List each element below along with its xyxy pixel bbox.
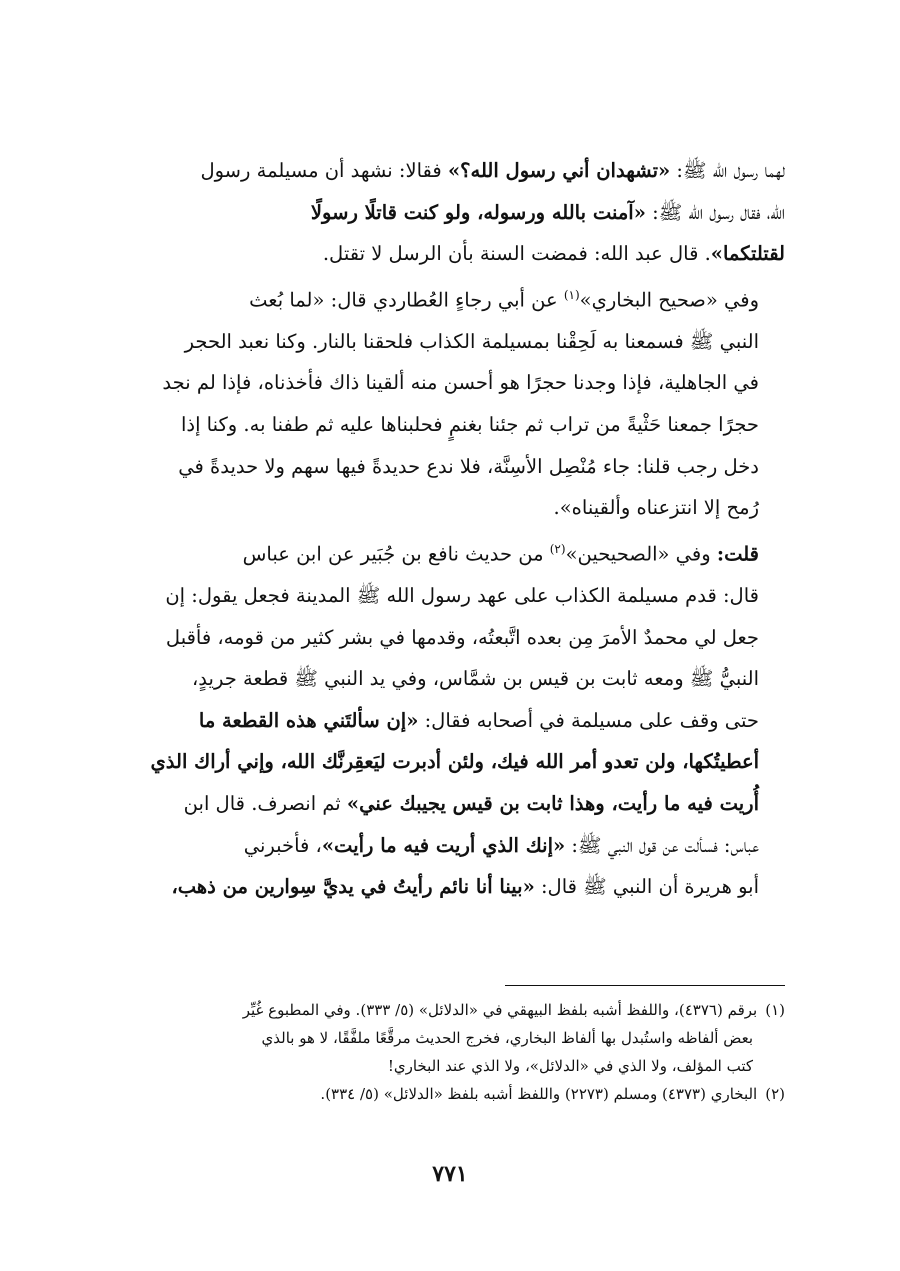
paragraph-1 (120, 150, 785, 275)
text-run: الله، فقال رسول الله ﷺ: (645, 200, 785, 224)
footnote-text: برقم (٤٣٧٦)، واللفظ أشبه بلفظ البيهقي في «الدلائل» (٥/ ٣٣٣). وفي المطبوع غُيِّر (242, 1001, 758, 1019)
main-text (120, 150, 785, 908)
text-run: من حديث نافع بن جُبَير عن ابن عباس (242, 542, 550, 566)
text-line: قال: قدم مسيلمة الكذاب على عهد رسول الله ﷺ المدينة فجعل يقول: إن (165, 583, 759, 607)
text-line (120, 866, 785, 908)
footnote-1 (120, 996, 785, 1080)
text-run: ، فأخبرني (243, 833, 322, 857)
text-line: في الجاهلية، فإذا وجدنا حجرًا هو أحسن منه ألقينا ذاك فأخذناه، فإذا لم نجد (162, 371, 759, 395)
quote-text: «تشهدان أني رسول الله؟» (447, 159, 671, 182)
text-run: . قال عبد الله: فمضت السنة بأن الرسل لا تقتل. (322, 242, 711, 266)
text-line (120, 529, 785, 575)
text-line (120, 700, 785, 742)
quote-text: لقتلتكما» (710, 242, 785, 266)
text-run: أبو هريرة أن النبي ﷺ قال: (534, 875, 759, 899)
text-line (120, 150, 785, 192)
quote-text: «إن سألتَني هذه القطعة ما (198, 708, 419, 732)
text-line: جعل لي محمدٌ الأمرَ مِن بعده اتَّبعتُه، وقدمها في بشر كثير من قومه، فأقبل (165, 625, 759, 649)
footnote-line (120, 1080, 785, 1108)
text-run: وفي «صحيح البخاري» (579, 288, 759, 312)
text-line (120, 233, 785, 275)
text-line: حجرًا جمعنا حَثْيةً من تراب ثم جئنا بغنمٍ فحلبناها عليه ثم طفنا به. وكنا إذا (180, 413, 759, 437)
footnote-ref-2[interactable]: (٢) (549, 541, 566, 556)
quote-text: «آمنت بالله ورسوله، ولو كنت قاتلًا رسولًا (310, 200, 646, 224)
text-line: النبي ﷺ فسمعنا به لَحِقْنا بمسيلمة الكذاب فلحقنا بالنار. وكنا نعبد الحجر (184, 329, 759, 353)
text-run: عن أبي رجاءٍ العُطاردي قال: «لما بُعث (249, 288, 564, 312)
lead-word: قلت: (716, 542, 759, 566)
quote-text: «بينا أنا نائم رأيتُ في يديَّ سِوارين من ذهب، (171, 875, 535, 899)
text-line (120, 825, 785, 867)
text-run: ثم انصرف. قال ابن (183, 791, 347, 815)
text-run: حتى وقف على مسيلمة في أصحابه فقال: (418, 708, 759, 732)
text-line (120, 275, 785, 321)
text-line (120, 783, 785, 825)
text-line: دخل رجب قلنا: جاء مُنْصِل الأسِنَّة، فلا ندع حديدةً فيها سهم ولا حديدةً في (178, 454, 759, 478)
footnote-number: (١) (765, 1001, 785, 1019)
footnote-line (120, 996, 785, 1024)
paragraph-3 (120, 529, 785, 908)
text-line: رُمح إلا انتزعناه وألقيناه». (553, 496, 759, 520)
quote-text: «إنك الذي أريت فيه ما رأيت» (321, 833, 566, 857)
footnote-number: (٢) (765, 1085, 785, 1103)
quote-line: أعطيتُكها، ولن تعدو أمر الله فيك، ولئن أدبرت ليَعقِرنَّك الله، وإني أراك الذي (150, 750, 759, 774)
text-run: وفي «الصحيحين» (565, 542, 717, 566)
text-run: عباس: فسألت عن قول النبي ﷺ: (565, 833, 759, 857)
footnotes (120, 996, 785, 1108)
text-run: لهما رسول الله ﷺ: (670, 159, 785, 182)
text-line (120, 192, 785, 234)
text-line: النبيُّ ﷺ ومعه ثابت بن قيس بن شمَّاس، وفي يد النبي ﷺ قطعة جريدٍ، (192, 667, 759, 691)
quote-text: أُريت فيه ما رأيت، وهذا ثابت بن قيس يجيبك عني» (346, 791, 759, 815)
footnote-line: بعض ألفاظه واستُبدل بها ألفاظ البخاري، فخرج الحديث مرقَّعًا ملفَّقًا، لا هو بالذي (261, 1029, 753, 1047)
footnote-ref-1[interactable]: (١) (563, 287, 580, 302)
paragraph-2 (120, 275, 785, 529)
footnote-2 (120, 1080, 785, 1108)
footnote-line: كتب المؤلف، ولا الذي في «الدلائل»، ولا الذي عند البخاري! (387, 1057, 753, 1075)
page-number: ٧٧١ (432, 1161, 468, 1187)
footnote-divider (505, 985, 785, 986)
text-run: فقالا: نشهد أن مسيلمة رسول (200, 159, 448, 182)
footnote-text: البخاري (٤٣٧٣) ومسلم (٢٢٧٣) واللفظ أشبه بلفظ «الدلائل» (٥/ ٣٣٤). (320, 1085, 758, 1103)
